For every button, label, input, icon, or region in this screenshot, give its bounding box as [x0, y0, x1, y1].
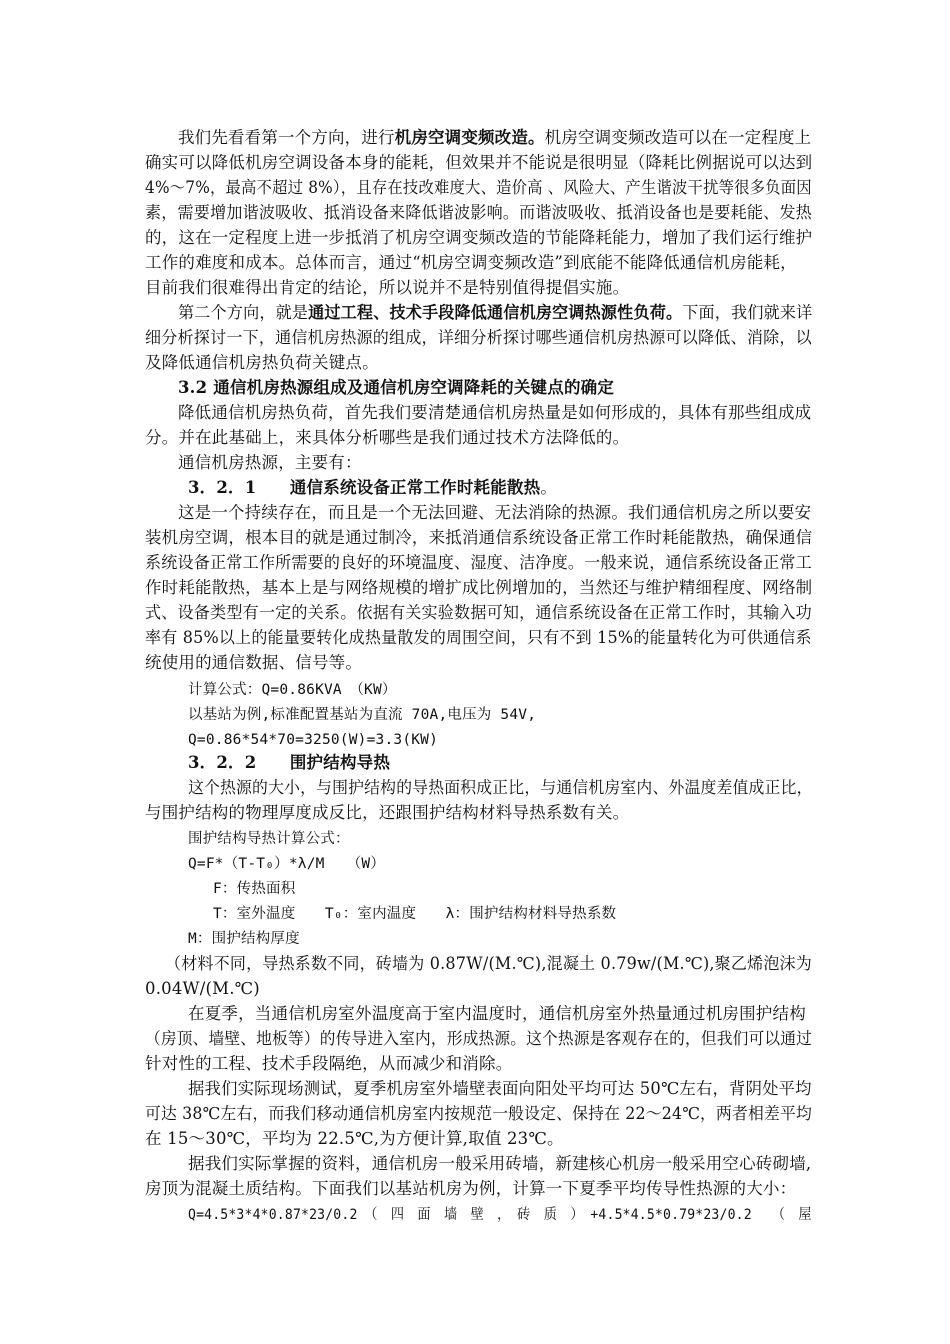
text-run: 可达 38℃左右，而我们移动通信机房室内按规范一般设定、保持在 22～24℃，两者相差平均: [145, 1104, 812, 1123]
text-run: 4%～7%，最高不超过 8%），且存在技改难度大、造价高 、风险大、产生谐波干扰等很多负面因: [145, 178, 812, 197]
bold-text: 3.2 通信机房热源组成及通信机房空调降耗的关键点的确定: [178, 378, 615, 397]
text-run: （房顶、墙壁、地板等）的传导进入室内，形成热源。这个热源是客观存在的，但我们可以通过: [145, 1029, 813, 1048]
bold-text: 3．2．1 通信系统设备正常工作时耗能散热: [188, 478, 541, 497]
paragraph-line: [178, 452, 362, 474]
paragraph-line: [178, 302, 812, 324]
paragraph-line: [145, 802, 629, 824]
subsection-heading: [188, 477, 557, 499]
paragraph-line: [188, 1078, 812, 1100]
paragraph-line: [145, 352, 379, 374]
text-run: Q=0.86*54*70=3250(W)=3.3(KW): [188, 732, 439, 748]
paragraph-line: [145, 177, 812, 199]
text-run: 我们先看看第一个方向，进行: [178, 128, 395, 147]
text-run: 机房空调变频改造可以在一定程度上: [544, 128, 812, 147]
text-run: 这个热源的大小，与围护结构的导热面积成正比，与通信机房室内、外温度差值成正比，: [188, 778, 813, 797]
paragraph-line: [145, 252, 797, 274]
text-run: 分。并在此基础上，来具体分析哪些是我们通过技术方法降低的。: [145, 428, 630, 447]
text-run: 率有 85%以上的能量要转化成热量散发的周围空间，只有不到 15%的能量转化为可供通信系: [145, 628, 812, 647]
paragraph-line: [165, 953, 812, 975]
paragraph-line: [145, 1128, 564, 1150]
text-run: 这是一个持续存在，而且是一个无法回避、无法消除的热源。我们通信机房之所以要安: [178, 503, 812, 522]
paragraph-line: [145, 978, 260, 1000]
text-run: Q=F*（T-T₀）*λ/M （W）: [188, 856, 386, 872]
text-run: 及降低通信机房热负荷关键点。: [145, 353, 379, 372]
text-run: 通信机房热源，主要有：: [178, 453, 362, 472]
paragraph-line: [145, 152, 812, 174]
text-run: 系统设备正常工作所需要的良好的环境温度、湿度、洁净度。一般来说，通信系统设备正常工: [145, 553, 812, 572]
paragraph-line: [145, 427, 629, 449]
subsection-heading: [188, 752, 390, 774]
paragraph-line: [188, 1003, 806, 1025]
paragraph-line: [145, 1053, 512, 1075]
bold-text: 机房空调变频改造。: [394, 128, 545, 147]
paragraph-line: [145, 552, 812, 574]
formula-line: [188, 828, 350, 850]
text-run: 素，需要增加谐波吸收、抵消设备来降低谐波影响。而谐波吸收、抵消设备也是要耗能、发热: [145, 203, 812, 222]
text-run: 工作的难度和成本。总体而言，通过“机房空调变频改造”到底能不能降低通信机房能耗，: [145, 253, 797, 272]
paragraph-line: [145, 1028, 812, 1050]
formula-line: [213, 878, 295, 900]
paragraph-line: [188, 777, 813, 799]
text-run: 目前我们很难得出肯定的结论，所以说并不是特别值得提倡实施。: [145, 278, 630, 297]
formula-line: [213, 903, 616, 925]
text-run: 与围护结构的物理厚度成反比，还跟围护结构材料导热系数有关。: [145, 803, 630, 822]
text-run: 以基站为例,标准配置基站为直流 70A,电压为 54V,: [188, 707, 537, 723]
text-run: 围护结构导热计算公式：: [188, 831, 350, 847]
text-run: Q=4.5*3*4*0.87*23/0.2 （ 四 面 墙 壁 ， 砖 质 ） +4.5*4.5*0.79*23/0.2 （ 屋: [188, 1207, 812, 1223]
paragraph-line: [145, 577, 812, 599]
paragraph-line: [145, 202, 812, 224]
text-run: 计算公式：Q=0.86KVA （KW）: [188, 682, 397, 698]
formula-line: [188, 1204, 812, 1226]
paragraph-line: [145, 627, 812, 649]
formula-line: [188, 679, 397, 701]
text-run: T：室外温度 T₀：室内温度 λ：围护结构材料导热系数: [213, 906, 617, 922]
paragraph-line: [145, 527, 812, 549]
text-run: 式、设备类型有一定的关系。依据有关实验数据可知，通信系统设备在正常工作时，其输入功: [145, 603, 812, 622]
text-run: 确实可以降低机房空调设备本身的能耗，但效果并不能说是很明显（降耗比例据说可以达到: [145, 153, 813, 172]
text-run: M：围护结构厚度: [188, 931, 300, 947]
paragraph-line: [178, 502, 811, 524]
bold-text: 3．2．2 围护结构导热: [188, 753, 391, 772]
text-run: 。: [540, 478, 558, 497]
paragraph-line: [145, 1103, 812, 1125]
paragraph-line: [145, 1178, 796, 1200]
text-run: （材料不同，导热系数不同，砖墙为 0.87W/(M.℃),混凝土 0.79w/(M.℃),聚乙烯泡沫为: [165, 954, 812, 973]
text-run: 在夏季，当通信机房室外温度高于室内温度时，通信机房室外热量通过机房围护结构: [188, 1004, 806, 1023]
paragraph-line: [145, 277, 629, 299]
text-run: 的，这在一定程度上进一步抵消了机房空调变频改造的节能降耗能力，增加了我们运行维护: [145, 228, 813, 247]
paragraph-line: [145, 227, 812, 249]
formula-line: [188, 729, 438, 751]
text-run: 针对性的工程、技术手段隔绝，从而减少和消除。: [145, 1054, 513, 1073]
text-run: 细分析探讨一下，通信机房热源的组成，详细分析探讨哪些通信机房热源可以降低、消除，以: [145, 328, 812, 347]
formula-line: [188, 853, 385, 875]
text-run: 作时耗能散热，基本上是与网络规模的增扩成比例增加的，当然还与维护精细程度、网络制: [145, 578, 813, 597]
text-run: 降低通信机房热负荷，首先我们要清楚通信机房热量是如何形成的，具体有那些组成成: [178, 403, 812, 422]
text-run: 0.04W/(M.℃): [145, 979, 260, 998]
text-run: 据我们实际现场测试，夏季机房室外墙壁表面向阳处平均可达 50℃左右，背阴处平均: [188, 1079, 812, 1098]
bold-text: 通过工程、技术手段降低通信机房空调热源性负荷。: [308, 303, 683, 322]
text-run: F：传热面积: [213, 881, 296, 897]
paragraph-line: [178, 402, 811, 424]
formula-line: [188, 704, 536, 726]
text-run: 统使用的通信数据、信号等。: [145, 653, 363, 672]
text-run: 在 15～30℃，平均为 22.5℃,为方便计算,取值 23℃。: [145, 1129, 564, 1148]
section-heading: [178, 377, 614, 399]
paragraph-line: [145, 602, 812, 624]
paragraph-line: [188, 1153, 811, 1175]
text-run: 下面，我们就来详: [682, 303, 813, 322]
paragraph-line: [145, 327, 812, 349]
text-run: 据我们实际掌握的资料，通信机房一般采用砖墙，新建核心机房一般采用空心砖砌墙,: [188, 1154, 812, 1173]
formula-line: [188, 928, 300, 950]
text-run: 第二个方向，就是: [178, 303, 309, 322]
text-run: 装机房空调，根本目的就是通过制冷，来抵消通信系统设备正常工作时耗能散热，确保通信: [145, 528, 813, 547]
text-run: 房顶为混凝土质结构。下面我们以基站机房为例，计算一下夏季平均传导性热源的大小：: [145, 1179, 797, 1198]
paragraph-line: [145, 652, 362, 674]
paragraph-line: [178, 127, 811, 149]
